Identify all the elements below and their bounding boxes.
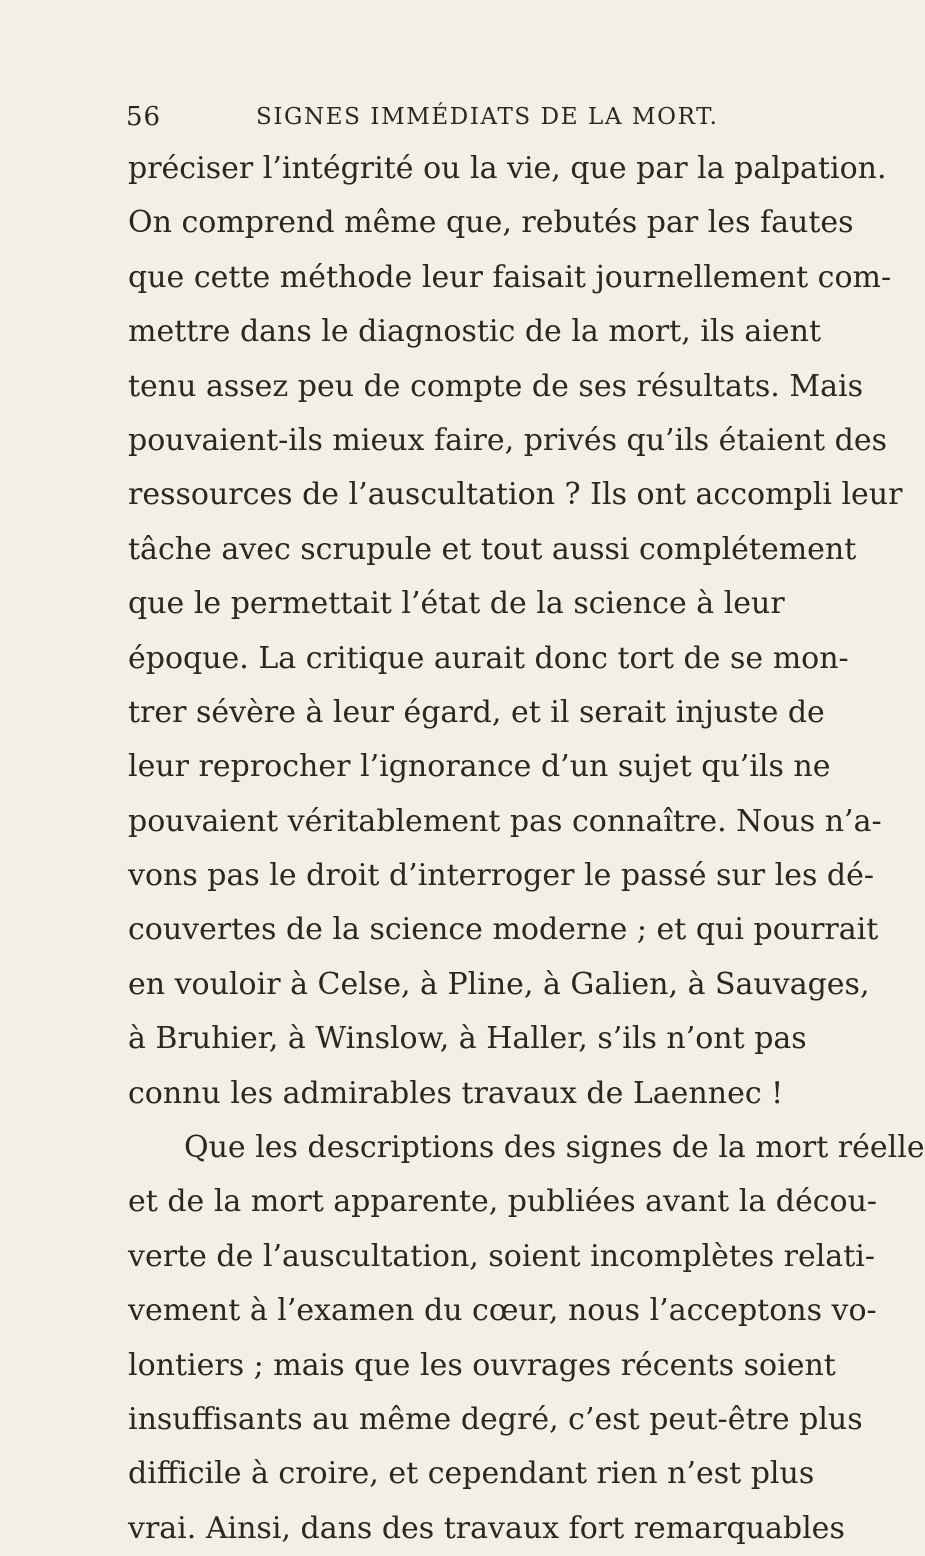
text-line: trer sévère à leur égard, et il serait injuste de bbox=[128, 694, 825, 730]
text-line: leur reprocher l’ignorance d’un sujet qu’ils ne bbox=[128, 749, 831, 785]
text-line: époque. La critique aurait donc tort de se mon- bbox=[128, 640, 849, 676]
paragraph-end-line: connu les admirables travaux de Laennec ! bbox=[128, 1075, 784, 1111]
running-head bbox=[126, 102, 726, 138]
text-line: lontiers ; mais que les ouvrages récents soient bbox=[128, 1347, 836, 1383]
text-line: en vouloir à Celse, à Pline, à Galien, à Sauvages, bbox=[128, 966, 870, 1002]
text-line: mettre dans le diagnostic de la mort, ils aient bbox=[128, 314, 822, 350]
text-line: et de la mort apparente, publiées avant la décou- bbox=[128, 1184, 878, 1220]
text-line: que cette méthode leur faisait journellement com- bbox=[128, 259, 892, 295]
text-line: On comprend même que, rebutés par les fautes bbox=[128, 205, 854, 241]
text-line: difficile à croire, et cependant rien n’est plus bbox=[128, 1456, 815, 1492]
text-line: pouvaient véritablement pas connaître. Nous n’a- bbox=[128, 803, 882, 839]
text-line: verte de l’auscultation, soient incomplètes relati- bbox=[128, 1238, 875, 1274]
text-line: préciser l’intégrité ou la vie, que par la palpation. bbox=[128, 151, 887, 186]
body-text bbox=[128, 142, 925, 1556]
text-line: vrai. Ainsi, dans des travaux fort remarquables bbox=[128, 1510, 845, 1546]
text-line: ressources de l’auscultation ? Ils ont accompli leur bbox=[128, 477, 903, 513]
text-line: que le permettait l’état de la science à leur bbox=[128, 586, 785, 622]
text-line: tâche avec scrupule et tout aussi complétement bbox=[128, 531, 857, 567]
text-line: insuffisants au même degré, c’est peut-être plus bbox=[128, 1401, 863, 1437]
text-line: vons pas le droit d’interroger le passé sur les dé- bbox=[128, 858, 875, 894]
text-line: à Bruhier, à Winslow, à Haller, s’ils n’ont pas bbox=[128, 1021, 807, 1057]
running-title: SIGNES IMMÉDIATS DE LA MORT. bbox=[256, 104, 719, 130]
text-line: couvertes de la science moderne ; et qui pourrait bbox=[128, 912, 879, 948]
paragraph-start-line: Que les descriptions des signes de la mort réelle bbox=[184, 1130, 925, 1166]
page-number: 56 bbox=[126, 102, 162, 132]
text-line: pouvaient-ils mieux faire, privés qu’ils étaient des bbox=[128, 422, 887, 458]
text-line: vement à l’examen du cœur, nous l’acceptons vo- bbox=[128, 1293, 877, 1329]
text-line: tenu assez peu de compte de ses résultats. Mais bbox=[128, 368, 863, 404]
